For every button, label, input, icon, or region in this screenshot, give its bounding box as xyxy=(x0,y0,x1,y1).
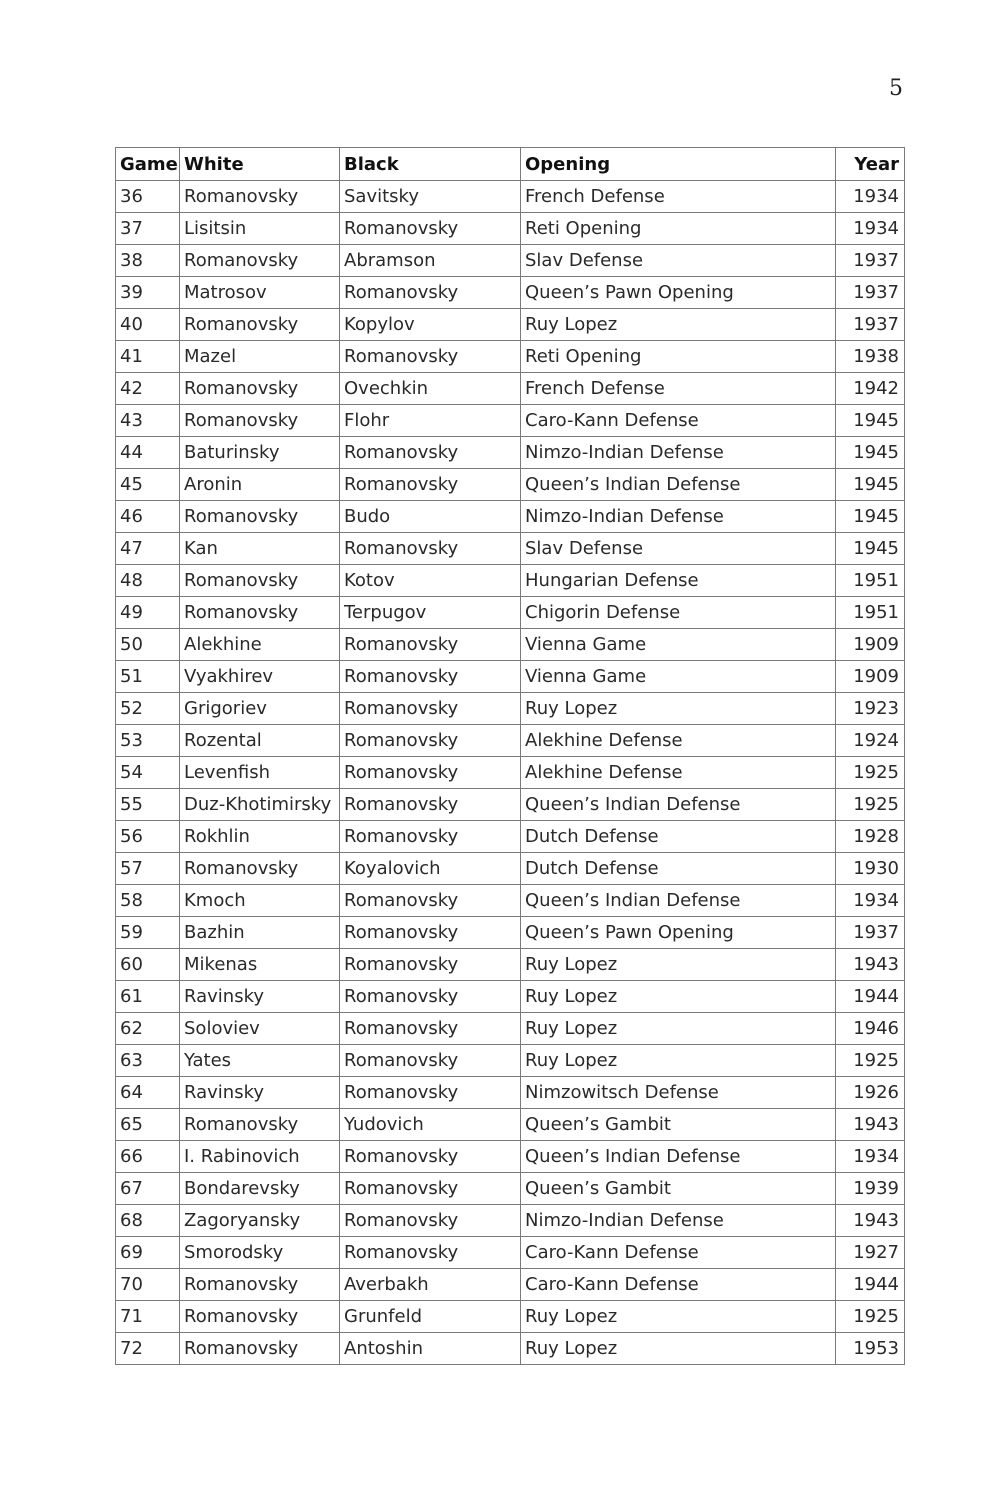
cell-game: 41 xyxy=(116,341,180,373)
table-row xyxy=(116,1077,905,1109)
cell-opening: Nimzo-Indian Defense xyxy=(521,437,836,469)
page-number: 5 xyxy=(889,76,903,101)
table-row xyxy=(116,629,905,661)
header-white: White xyxy=(180,148,340,181)
cell-black: Romanovsky xyxy=(340,725,521,757)
table-row xyxy=(116,309,905,341)
table-row xyxy=(116,1205,905,1237)
cell-opening: Queen’s Indian Defense xyxy=(521,469,836,501)
cell-white: Romanovsky xyxy=(180,1269,340,1301)
cell-year: 1925 xyxy=(836,757,905,789)
cell-game: 54 xyxy=(116,757,180,789)
table-header-row xyxy=(116,148,905,181)
cell-white: Romanovsky xyxy=(180,597,340,629)
table-row xyxy=(116,725,905,757)
cell-year: 1943 xyxy=(836,1109,905,1141)
cell-black: Romanovsky xyxy=(340,213,521,245)
cell-opening: Ruy Lopez xyxy=(521,309,836,341)
cell-year: 1953 xyxy=(836,1333,905,1365)
cell-opening: Ruy Lopez xyxy=(521,1045,836,1077)
cell-game: 42 xyxy=(116,373,180,405)
cell-white: Romanovsky xyxy=(180,1333,340,1365)
cell-opening: French Defense xyxy=(521,181,836,213)
cell-white: Grigoriev xyxy=(180,693,340,725)
cell-white: Mazel xyxy=(180,341,340,373)
cell-opening: Nimzowitsch Defense xyxy=(521,1077,836,1109)
cell-white: Romanovsky xyxy=(180,373,340,405)
cell-white: Vyakhirev xyxy=(180,661,340,693)
cell-game: 50 xyxy=(116,629,180,661)
cell-year: 1928 xyxy=(836,821,905,853)
table-body xyxy=(116,181,905,1365)
cell-year: 1951 xyxy=(836,565,905,597)
cell-year: 1926 xyxy=(836,1077,905,1109)
cell-black: Romanovsky xyxy=(340,821,521,853)
cell-opening: Queen’s Indian Defense xyxy=(521,885,836,917)
cell-year: 1944 xyxy=(836,1269,905,1301)
cell-game: 36 xyxy=(116,181,180,213)
cell-game: 68 xyxy=(116,1205,180,1237)
table-row xyxy=(116,245,905,277)
table-row xyxy=(116,1333,905,1365)
cell-opening: Alekhine Defense xyxy=(521,725,836,757)
cell-black: Romanovsky xyxy=(340,1173,521,1205)
table-row xyxy=(116,437,905,469)
cell-opening: Queen’s Gambit xyxy=(521,1173,836,1205)
table-row xyxy=(116,789,905,821)
cell-black: Romanovsky xyxy=(340,949,521,981)
cell-opening: Ruy Lopez xyxy=(521,1333,836,1365)
cell-game: 60 xyxy=(116,949,180,981)
cell-black: Romanovsky xyxy=(340,789,521,821)
cell-year: 1945 xyxy=(836,533,905,565)
cell-black: Romanovsky xyxy=(340,757,521,789)
cell-opening: Ruy Lopez xyxy=(521,1301,836,1333)
cell-black: Romanovsky xyxy=(340,277,521,309)
cell-white: Soloviev xyxy=(180,1013,340,1045)
cell-opening: Reti Opening xyxy=(521,213,836,245)
cell-game: 65 xyxy=(116,1109,180,1141)
cell-white: Kan xyxy=(180,533,340,565)
cell-black: Romanovsky xyxy=(340,1237,521,1269)
cell-game: 39 xyxy=(116,277,180,309)
cell-year: 1925 xyxy=(836,1301,905,1333)
cell-white: Baturinsky xyxy=(180,437,340,469)
cell-game: 67 xyxy=(116,1173,180,1205)
cell-opening: French Defense xyxy=(521,373,836,405)
cell-black: Romanovsky xyxy=(340,629,521,661)
cell-year: 1923 xyxy=(836,693,905,725)
cell-black: Terpugov xyxy=(340,597,521,629)
cell-year: 1951 xyxy=(836,597,905,629)
cell-white: Romanovsky xyxy=(180,245,340,277)
cell-white: Alekhine xyxy=(180,629,340,661)
cell-opening: Ruy Lopez xyxy=(521,981,836,1013)
header-black: Black xyxy=(340,148,521,181)
cell-white: Zagoryansky xyxy=(180,1205,340,1237)
cell-white: Lisitsin xyxy=(180,213,340,245)
cell-white: Smorodsky xyxy=(180,1237,340,1269)
table-row xyxy=(116,277,905,309)
cell-opening: Queen’s Indian Defense xyxy=(521,1141,836,1173)
cell-opening: Queen’s Indian Defense xyxy=(521,789,836,821)
table-row xyxy=(116,565,905,597)
table-row xyxy=(116,1173,905,1205)
cell-year: 1934 xyxy=(836,213,905,245)
cell-game: 49 xyxy=(116,597,180,629)
cell-white: Bazhin xyxy=(180,917,340,949)
cell-year: 1937 xyxy=(836,917,905,949)
cell-black: Flohr xyxy=(340,405,521,437)
cell-opening: Slav Defense xyxy=(521,533,836,565)
cell-game: 62 xyxy=(116,1013,180,1045)
table-row xyxy=(116,693,905,725)
cell-opening: Nimzo-Indian Defense xyxy=(521,501,836,533)
cell-black: Averbakh xyxy=(340,1269,521,1301)
table-row xyxy=(116,373,905,405)
cell-black: Ovechkin xyxy=(340,373,521,405)
cell-black: Kopylov xyxy=(340,309,521,341)
cell-game: 43 xyxy=(116,405,180,437)
cell-white: I. Rabinovich xyxy=(180,1141,340,1173)
table-row xyxy=(116,661,905,693)
cell-year: 1925 xyxy=(836,789,905,821)
cell-game: 40 xyxy=(116,309,180,341)
cell-year: 1937 xyxy=(836,309,905,341)
cell-game: 58 xyxy=(116,885,180,917)
cell-opening: Alekhine Defense xyxy=(521,757,836,789)
cell-year: 1930 xyxy=(836,853,905,885)
cell-black: Kotov xyxy=(340,565,521,597)
cell-black: Romanovsky xyxy=(340,1013,521,1045)
cell-year: 1934 xyxy=(836,1141,905,1173)
table-row xyxy=(116,1237,905,1269)
cell-white: Mikenas xyxy=(180,949,340,981)
cell-opening: Slav Defense xyxy=(521,245,836,277)
cell-game: 59 xyxy=(116,917,180,949)
cell-white: Levenfish xyxy=(180,757,340,789)
cell-game: 48 xyxy=(116,565,180,597)
cell-white: Romanovsky xyxy=(180,565,340,597)
cell-white: Ravinsky xyxy=(180,1077,340,1109)
cell-opening: Ruy Lopez xyxy=(521,1013,836,1045)
cell-game: 53 xyxy=(116,725,180,757)
cell-opening: Nimzo-Indian Defense xyxy=(521,1205,836,1237)
cell-black: Antoshin xyxy=(340,1333,521,1365)
cell-year: 1945 xyxy=(836,469,905,501)
table-row xyxy=(116,181,905,213)
cell-opening: Vienna Game xyxy=(521,629,836,661)
cell-game: 56 xyxy=(116,821,180,853)
cell-year: 1944 xyxy=(836,981,905,1013)
header-game: Game xyxy=(116,148,180,181)
cell-game: 69 xyxy=(116,1237,180,1269)
cell-game: 72 xyxy=(116,1333,180,1365)
cell-game: 55 xyxy=(116,789,180,821)
cell-year: 1937 xyxy=(836,277,905,309)
cell-year: 1934 xyxy=(836,885,905,917)
cell-year: 1943 xyxy=(836,949,905,981)
cell-black: Grunfeld xyxy=(340,1301,521,1333)
cell-game: 52 xyxy=(116,693,180,725)
cell-black: Romanovsky xyxy=(340,1045,521,1077)
cell-game: 66 xyxy=(116,1141,180,1173)
cell-year: 1943 xyxy=(836,1205,905,1237)
cell-white: Romanovsky xyxy=(180,1301,340,1333)
cell-opening: Queen’s Pawn Opening xyxy=(521,277,836,309)
cell-black: Romanovsky xyxy=(340,1141,521,1173)
cell-opening: Caro-Kann Defense xyxy=(521,405,836,437)
cell-white: Yates xyxy=(180,1045,340,1077)
table-row xyxy=(116,1269,905,1301)
cell-game: 44 xyxy=(116,437,180,469)
table-row xyxy=(116,821,905,853)
cell-year: 1925 xyxy=(836,1045,905,1077)
table-row xyxy=(116,341,905,373)
table-row xyxy=(116,757,905,789)
cell-black: Budo xyxy=(340,501,521,533)
cell-white: Rozental xyxy=(180,725,340,757)
cell-game: 45 xyxy=(116,469,180,501)
cell-game: 46 xyxy=(116,501,180,533)
cell-black: Koyalovich xyxy=(340,853,521,885)
cell-black: Romanovsky xyxy=(340,1077,521,1109)
cell-white: Romanovsky xyxy=(180,309,340,341)
cell-opening: Reti Opening xyxy=(521,341,836,373)
cell-game: 57 xyxy=(116,853,180,885)
cell-year: 1939 xyxy=(836,1173,905,1205)
cell-game: 38 xyxy=(116,245,180,277)
cell-white: Kmoch xyxy=(180,885,340,917)
cell-black: Romanovsky xyxy=(340,533,521,565)
cell-white: Ravinsky xyxy=(180,981,340,1013)
cell-year: 1946 xyxy=(836,1013,905,1045)
cell-opening: Ruy Lopez xyxy=(521,693,836,725)
cell-black: Abramson xyxy=(340,245,521,277)
cell-black: Romanovsky xyxy=(340,469,521,501)
table-row xyxy=(116,1045,905,1077)
table-row xyxy=(116,1141,905,1173)
table-row xyxy=(116,533,905,565)
cell-opening: Queen’s Gambit xyxy=(521,1109,836,1141)
cell-opening: Vienna Game xyxy=(521,661,836,693)
cell-black: Romanovsky xyxy=(340,1205,521,1237)
table-row xyxy=(116,1013,905,1045)
cell-year: 1945 xyxy=(836,501,905,533)
table-row xyxy=(116,501,905,533)
cell-white: Duz-Khotimirsky xyxy=(180,789,340,821)
cell-game: 63 xyxy=(116,1045,180,1077)
cell-black: Romanovsky xyxy=(340,981,521,1013)
header-year: Year xyxy=(836,148,905,181)
cell-white: Romanovsky xyxy=(180,853,340,885)
cell-year: 1945 xyxy=(836,437,905,469)
cell-black: Romanovsky xyxy=(340,341,521,373)
cell-opening: Caro-Kann Defense xyxy=(521,1237,836,1269)
cell-black: Romanovsky xyxy=(340,885,521,917)
table-row xyxy=(116,853,905,885)
table-row xyxy=(116,405,905,437)
cell-black: Yudovich xyxy=(340,1109,521,1141)
table-row xyxy=(116,469,905,501)
cell-white: Bondarevsky xyxy=(180,1173,340,1205)
table-row xyxy=(116,949,905,981)
cell-year: 1927 xyxy=(836,1237,905,1269)
cell-white: Rokhlin xyxy=(180,821,340,853)
cell-white: Romanovsky xyxy=(180,501,340,533)
table-row xyxy=(116,885,905,917)
cell-opening: Chigorin Defense xyxy=(521,597,836,629)
cell-opening: Queen’s Pawn Opening xyxy=(521,917,836,949)
cell-white: Aronin xyxy=(180,469,340,501)
cell-game: 37 xyxy=(116,213,180,245)
cell-opening: Dutch Defense xyxy=(521,821,836,853)
cell-game: 51 xyxy=(116,661,180,693)
cell-year: 1942 xyxy=(836,373,905,405)
table-row xyxy=(116,1109,905,1141)
cell-white: Matrosov xyxy=(180,277,340,309)
cell-game: 70 xyxy=(116,1269,180,1301)
cell-black: Savitsky xyxy=(340,181,521,213)
cell-white: Romanovsky xyxy=(180,405,340,437)
cell-game: 64 xyxy=(116,1077,180,1109)
cell-game: 61 xyxy=(116,981,180,1013)
table-row xyxy=(116,1301,905,1333)
table-row xyxy=(116,917,905,949)
cell-year: 1909 xyxy=(836,629,905,661)
cell-black: Romanovsky xyxy=(340,661,521,693)
cell-year: 1909 xyxy=(836,661,905,693)
cell-year: 1945 xyxy=(836,405,905,437)
cell-black: Romanovsky xyxy=(340,437,521,469)
cell-black: Romanovsky xyxy=(340,917,521,949)
table-row xyxy=(116,597,905,629)
cell-game: 47 xyxy=(116,533,180,565)
cell-year: 1937 xyxy=(836,245,905,277)
table-row xyxy=(116,981,905,1013)
cell-game: 71 xyxy=(116,1301,180,1333)
cell-white: Romanovsky xyxy=(180,1109,340,1141)
games-table xyxy=(115,147,905,1365)
cell-black: Romanovsky xyxy=(340,693,521,725)
cell-year: 1924 xyxy=(836,725,905,757)
cell-opening: Caro-Kann Defense xyxy=(521,1269,836,1301)
cell-opening: Hungarian Defense xyxy=(521,565,836,597)
cell-opening: Dutch Defense xyxy=(521,853,836,885)
cell-year: 1938 xyxy=(836,341,905,373)
table-row xyxy=(116,213,905,245)
header-opening: Opening xyxy=(521,148,836,181)
cell-year: 1934 xyxy=(836,181,905,213)
cell-opening: Ruy Lopez xyxy=(521,949,836,981)
cell-white: Romanovsky xyxy=(180,181,340,213)
